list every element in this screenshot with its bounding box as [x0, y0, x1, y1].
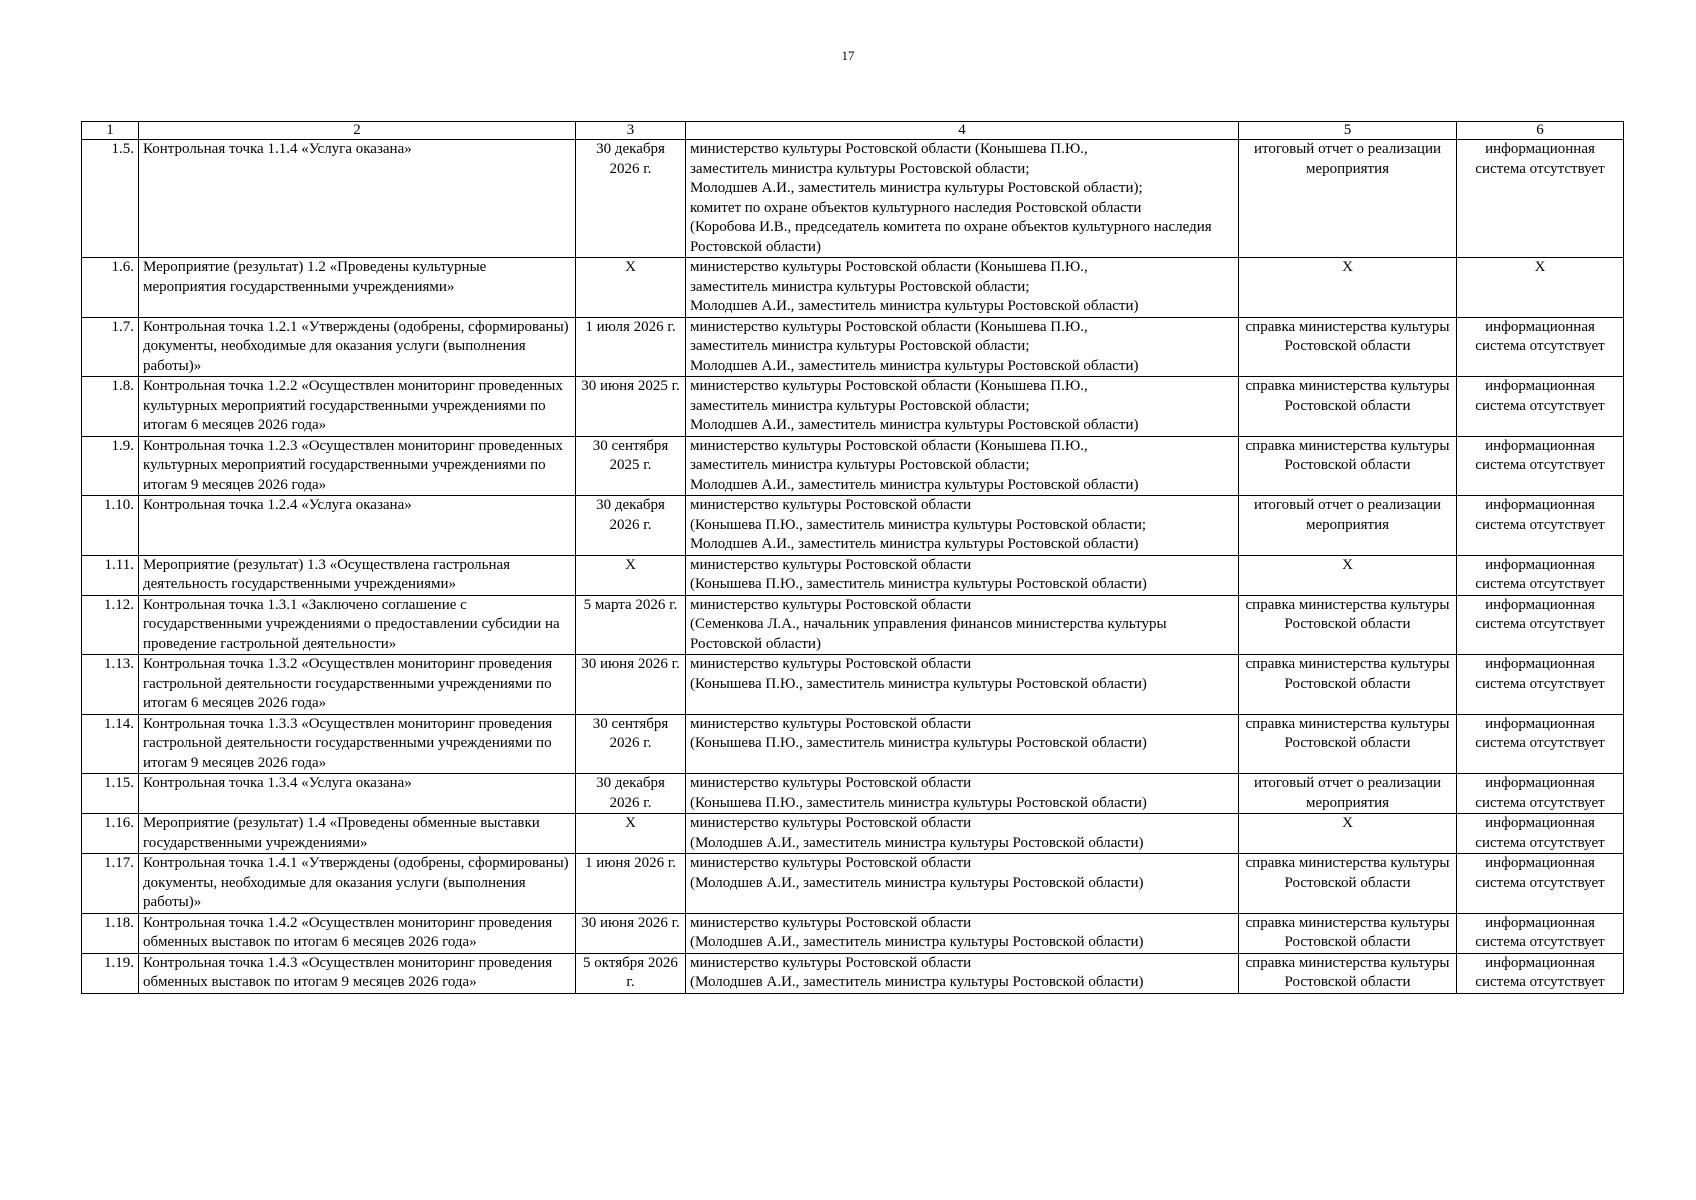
- due-date-cell: 5 марта 2026 г.: [576, 595, 686, 655]
- table-row: [82, 140, 1624, 258]
- row-number-cell: 1.18.: [82, 913, 139, 953]
- table-header-row: [82, 122, 1624, 140]
- column-header: 4: [686, 122, 1239, 140]
- confirming-document-cell: справка министерства культуры Ростовской области: [1239, 436, 1457, 496]
- confirming-document-cell: справка министерства культуры Ростовской области: [1239, 655, 1457, 715]
- due-date-cell: 5 октября 2026 г.: [576, 953, 686, 993]
- table-row: [82, 774, 1624, 814]
- row-number-cell: 1.6.: [82, 258, 139, 318]
- information-system-cell: информационная система отсутствует: [1457, 953, 1624, 993]
- confirming-document-cell: справка министерства культуры Ростовской области: [1239, 953, 1457, 993]
- event-name-cell: Контрольная точка 1.3.3 «Осуществлен мониторинг проведения гастрольной деятельности государственными учреждениями по итогам 9 месяцев 2026 года»: [139, 714, 576, 774]
- event-name-cell: Контрольная точка 1.2.3 «Осуществлен мониторинг проведенных культурных мероприятий государственными учреждениями по итогам 9 месяцев 2026 года»: [139, 436, 576, 496]
- column-header: 2: [139, 122, 576, 140]
- information-system-cell: информационная система отсутствует: [1457, 595, 1624, 655]
- event-name-cell: Мероприятие (результат) 1.2 «Проведены культурные мероприятия государственными учреждениями»: [139, 258, 576, 318]
- confirming-document-cell: итоговый отчет о реализации мероприятия: [1239, 140, 1457, 258]
- responsible-executor-cell: министерство культуры Ростовской области (Молодшев А.И., заместитель министра культуры Ростовской области): [686, 913, 1239, 953]
- responsible-executor-cell: министерство культуры Ростовской области (Семенкова Л.А., начальник управления финансов министерства культуры Ростовской области): [686, 595, 1239, 655]
- event-name-cell: Контрольная точка 1.3.2 «Осуществлен мониторинг проведения гастрольной деятельности государственными учреждениями по итогам 6 месяцев 2026 года»: [139, 655, 576, 715]
- confirming-document-cell: Х: [1239, 258, 1457, 318]
- table-row: [82, 436, 1624, 496]
- table-row: [82, 595, 1624, 655]
- event-name-cell: Мероприятие (результат) 1.3 «Осуществлена гастрольная деятельность государственными учреждениями»: [139, 555, 576, 595]
- information-system-cell: информационная система отсутствует: [1457, 913, 1624, 953]
- event-name-cell: Контрольная точка 1.2.1 «Утверждены (одобрены, сформированы) документы, необходимые для оказания услуги (выполнения работы)»: [139, 317, 576, 377]
- row-number-cell: 1.13.: [82, 655, 139, 715]
- confirming-document-cell: справка министерства культуры Ростовской области: [1239, 714, 1457, 774]
- information-system-cell: информационная система отсутствует: [1457, 854, 1624, 914]
- information-system-cell: информационная система отсутствует: [1457, 555, 1624, 595]
- event-name-cell: Контрольная точка 1.2.4 «Услуга оказана»: [139, 496, 576, 556]
- confirming-document-cell: Х: [1239, 814, 1457, 854]
- responsible-executor-cell: министерство культуры Ростовской области (Конышева П.Ю., заместитель министра культуры Ростовской области; Молодшев А.И., заместитель министра культуры Ростовской области): [686, 317, 1239, 377]
- row-number-cell: 1.10.: [82, 496, 139, 556]
- due-date-cell: 30 декабря 2026 г.: [576, 774, 686, 814]
- event-name-cell: Контрольная точка 1.4.1 «Утверждены (одобрены, сформированы) документы, необходимые для оказания услуги (выполнения работы)»: [139, 854, 576, 914]
- row-number-cell: 1.8.: [82, 377, 139, 437]
- due-date-cell: Х: [576, 555, 686, 595]
- due-date-cell: 30 сентября 2025 г.: [576, 436, 686, 496]
- table-body: [82, 140, 1624, 994]
- responsible-executor-cell: министерство культуры Ростовской области (Конышева П.Ю., заместитель министра культуры Ростовской области): [686, 655, 1239, 715]
- due-date-cell: 1 июня 2026 г.: [576, 854, 686, 914]
- confirming-document-cell: итоговый отчет о реализации мероприятия: [1239, 496, 1457, 556]
- confirming-document-cell: справка министерства культуры Ростовской области: [1239, 854, 1457, 914]
- due-date-cell: Х: [576, 258, 686, 318]
- table-row: [82, 714, 1624, 774]
- row-number-cell: 1.7.: [82, 317, 139, 377]
- information-system-cell: информационная система отсутствует: [1457, 814, 1624, 854]
- information-system-cell: информационная система отсутствует: [1457, 714, 1624, 774]
- information-system-cell: Х: [1457, 258, 1624, 318]
- responsible-executor-cell: министерство культуры Ростовской области (Конышева П.Ю., заместитель министра культуры Ростовской области): [686, 555, 1239, 595]
- column-header: 3: [576, 122, 686, 140]
- row-number-cell: 1.14.: [82, 714, 139, 774]
- confirming-document-cell: справка министерства культуры Ростовской области: [1239, 913, 1457, 953]
- responsible-executor-cell: министерство культуры Ростовской области (Конышева П.Ю., заместитель министра культуры Ростовской области; Молодшев А.И., заместитель министра культуры Ростовской области); комитет по охране объектов культурного наследия Ростовской области (Коробова И.В., председатель комитета по охране объектов культурного наследия Ростовской области): [686, 140, 1239, 258]
- responsible-executor-cell: министерство культуры Ростовской области (Конышева П.Ю., заместитель министра культуры Ростовской области): [686, 714, 1239, 774]
- column-header: 5: [1239, 122, 1457, 140]
- responsible-executor-cell: министерство культуры Ростовской области (Конышева П.Ю., заместитель министра культуры Ростовской области; Молодшев А.И., заместитель министра культуры Ростовской области): [686, 436, 1239, 496]
- event-name-cell: Контрольная точка 1.2.2 «Осуществлен мониторинг проведенных культурных мероприятий государственными учреждениями по итогам 6 месяцев 2026 года»: [139, 377, 576, 437]
- responsible-executor-cell: министерство культуры Ростовской области (Конышева П.Ю., заместитель министра культуры Ростовской области; Молодшев А.И., заместитель министра культуры Ростовской области): [686, 496, 1239, 556]
- column-header: 1: [82, 122, 139, 140]
- confirming-document-cell: Х: [1239, 555, 1457, 595]
- row-number-cell: 1.11.: [82, 555, 139, 595]
- table-row: [82, 854, 1624, 914]
- row-number-cell: 1.15.: [82, 774, 139, 814]
- column-header: 6: [1457, 122, 1624, 140]
- table-row: [82, 317, 1624, 377]
- responsible-executor-cell: министерство культуры Ростовской области (Молодшев А.И., заместитель министра культуры Ростовской области): [686, 814, 1239, 854]
- due-date-cell: 30 декабря 2026 г.: [576, 496, 686, 556]
- information-system-cell: информационная система отсутствует: [1457, 317, 1624, 377]
- event-name-cell: Мероприятие (результат) 1.4 «Проведены обменные выставки государственными учреждениями»: [139, 814, 576, 854]
- due-date-cell: 1 июля 2026 г.: [576, 317, 686, 377]
- table-row: [82, 814, 1624, 854]
- confirming-document-cell: справка министерства культуры Ростовской области: [1239, 317, 1457, 377]
- responsible-executor-cell: министерство культуры Ростовской области (Конышева П.Ю., заместитель министра культуры Ростовской области): [686, 774, 1239, 814]
- table-row: [82, 953, 1624, 993]
- row-number-cell: 1.5.: [82, 140, 139, 258]
- control-points-table: [81, 121, 1624, 994]
- information-system-cell: информационная система отсутствует: [1457, 496, 1624, 556]
- table-row: [82, 555, 1624, 595]
- table-row: [82, 913, 1624, 953]
- information-system-cell: информационная система отсутствует: [1457, 377, 1624, 437]
- information-system-cell: информационная система отсутствует: [1457, 774, 1624, 814]
- confirming-document-cell: справка министерства культуры Ростовской области: [1239, 595, 1457, 655]
- row-number-cell: 1.16.: [82, 814, 139, 854]
- due-date-cell: 30 июня 2026 г.: [576, 655, 686, 715]
- responsible-executor-cell: министерство культуры Ростовской области (Молодшев А.И., заместитель министра культуры Ростовской области): [686, 953, 1239, 993]
- row-number-cell: 1.17.: [82, 854, 139, 914]
- responsible-executor-cell: министерство культуры Ростовской области (Конышева П.Ю., заместитель министра культуры Ростовской области; Молодшев А.И., заместитель министра культуры Ростовской области): [686, 377, 1239, 437]
- responsible-executor-cell: министерство культуры Ростовской области (Молодшев А.И., заместитель министра культуры Ростовской области): [686, 854, 1239, 914]
- page-number: 17: [841, 48, 855, 63]
- event-name-cell: Контрольная точка 1.3.4 «Услуга оказана»: [139, 774, 576, 814]
- information-system-cell: информационная система отсутствует: [1457, 436, 1624, 496]
- table-row: [82, 258, 1624, 318]
- confirming-document-cell: итоговый отчет о реализации мероприятия: [1239, 774, 1457, 814]
- due-date-cell: 30 декабря 2026 г.: [576, 140, 686, 258]
- due-date-cell: 30 июня 2025 г.: [576, 377, 686, 437]
- table-row: [82, 655, 1624, 715]
- event-name-cell: Контрольная точка 1.1.4 «Услуга оказана»: [139, 140, 576, 258]
- due-date-cell: Х: [576, 814, 686, 854]
- due-date-cell: 30 июня 2026 г.: [576, 913, 686, 953]
- confirming-document-cell: справка министерства культуры Ростовской области: [1239, 377, 1457, 437]
- table-row: [82, 496, 1624, 556]
- information-system-cell: информационная система отсутствует: [1457, 655, 1624, 715]
- event-name-cell: Контрольная точка 1.4.2 «Осуществлен мониторинг проведения обменных выставок по итогам 6 месяцев 2026 года»: [139, 913, 576, 953]
- due-date-cell: 30 сентября 2026 г.: [576, 714, 686, 774]
- row-number-cell: 1.9.: [82, 436, 139, 496]
- responsible-executor-cell: министерство культуры Ростовской области (Конышева П.Ю., заместитель министра культуры Ростовской области; Молодшев А.И., заместитель министра культуры Ростовской области): [686, 258, 1239, 318]
- table-row: [82, 377, 1624, 437]
- row-number-cell: 1.19.: [82, 953, 139, 993]
- event-name-cell: Контрольная точка 1.3.1 «Заключено соглашение с государственными учреждениями о предоставлении субсидии на проведение гастрольной деятельности»: [139, 595, 576, 655]
- row-number-cell: 1.12.: [82, 595, 139, 655]
- information-system-cell: информационная система отсутствует: [1457, 140, 1624, 258]
- event-name-cell: Контрольная точка 1.4.3 «Осуществлен мониторинг проведения обменных выставок по итогам 9 месяцев 2026 года»: [139, 953, 576, 993]
